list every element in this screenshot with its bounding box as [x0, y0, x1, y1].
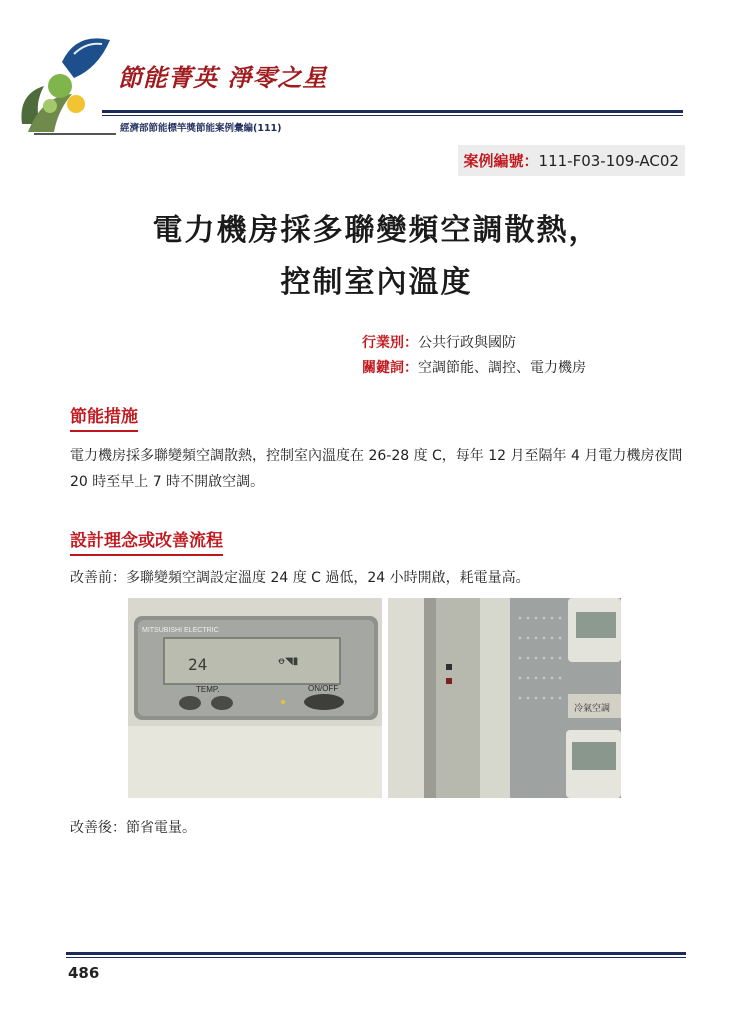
photo-machine-room — [388, 598, 621, 798]
before-paragraph: 改善前：多聯變頻空調設定溫度 24 度 C 過低，24 小時開啟，耗電量高。 — [70, 570, 530, 586]
svg-text:ꝋ◥▮: ꝋ◥▮ — [278, 656, 299, 667]
footer-rule — [66, 952, 686, 955]
page-number: 486 — [68, 964, 100, 982]
after-paragraph: 改善後：節省電量。 — [70, 820, 196, 836]
section-heading-measures: 節能措施 — [70, 402, 138, 432]
keywords-row — [362, 357, 586, 377]
onoff-label: ON/OFF — [308, 684, 339, 693]
header-rule-thin — [102, 115, 683, 116]
header-rule — [102, 110, 683, 113]
page-title-line-1: 電力機房採多聯變頻空調散熱， — [152, 213, 601, 248]
photo-ac-controller — [128, 598, 382, 798]
page-title-line-2: 控制室內溫度 — [280, 265, 473, 300]
leaf-emblem-icon — [14, 24, 124, 136]
keywords-value: 空調節能、調控、電力機房 — [418, 360, 586, 376]
temp-readout: 24 — [188, 655, 208, 674]
case-number-value: 111-F03-109-AC02 — [538, 152, 679, 170]
case-number-box — [458, 145, 685, 176]
keywords-label: 關鍵詞： — [362, 360, 418, 376]
onoff-button[interactable] — [304, 694, 344, 710]
industry-row — [362, 332, 516, 352]
footer-rule-thin — [66, 957, 686, 958]
industry-value: 公共行政與國防 — [418, 335, 516, 351]
header-logo — [14, 24, 328, 136]
panel-label: 冷氣空調 — [574, 704, 611, 714]
industry-label: 行業別： — [362, 335, 418, 351]
logo-title: 節能菁英 淨零之星 — [118, 63, 328, 92]
brand-label: MITSUBISHI ELECTRIC — [142, 627, 219, 634]
logo-subtitle: 經濟部節能標竿獎節能案例彙編(111) — [120, 123, 282, 134]
ac-controller-image — [128, 598, 382, 798]
measures-paragraph: 電力機房採多聯變頻空調散熱，控制室內溫度在 26-28 度 C，每年 12 月至隔年 4 月電力機房夜間 20 時至早上 7 時不開啟空調。 — [70, 448, 683, 490]
section-heading-design: 設計理念或改善流程 — [70, 526, 223, 556]
case-number-label: 案例編號： — [463, 152, 539, 170]
temp-button-label: TEMP. — [196, 685, 220, 694]
temp-up-button[interactable] — [211, 696, 233, 710]
machine-room-image — [388, 598, 621, 798]
temp-down-button[interactable] — [179, 696, 201, 710]
